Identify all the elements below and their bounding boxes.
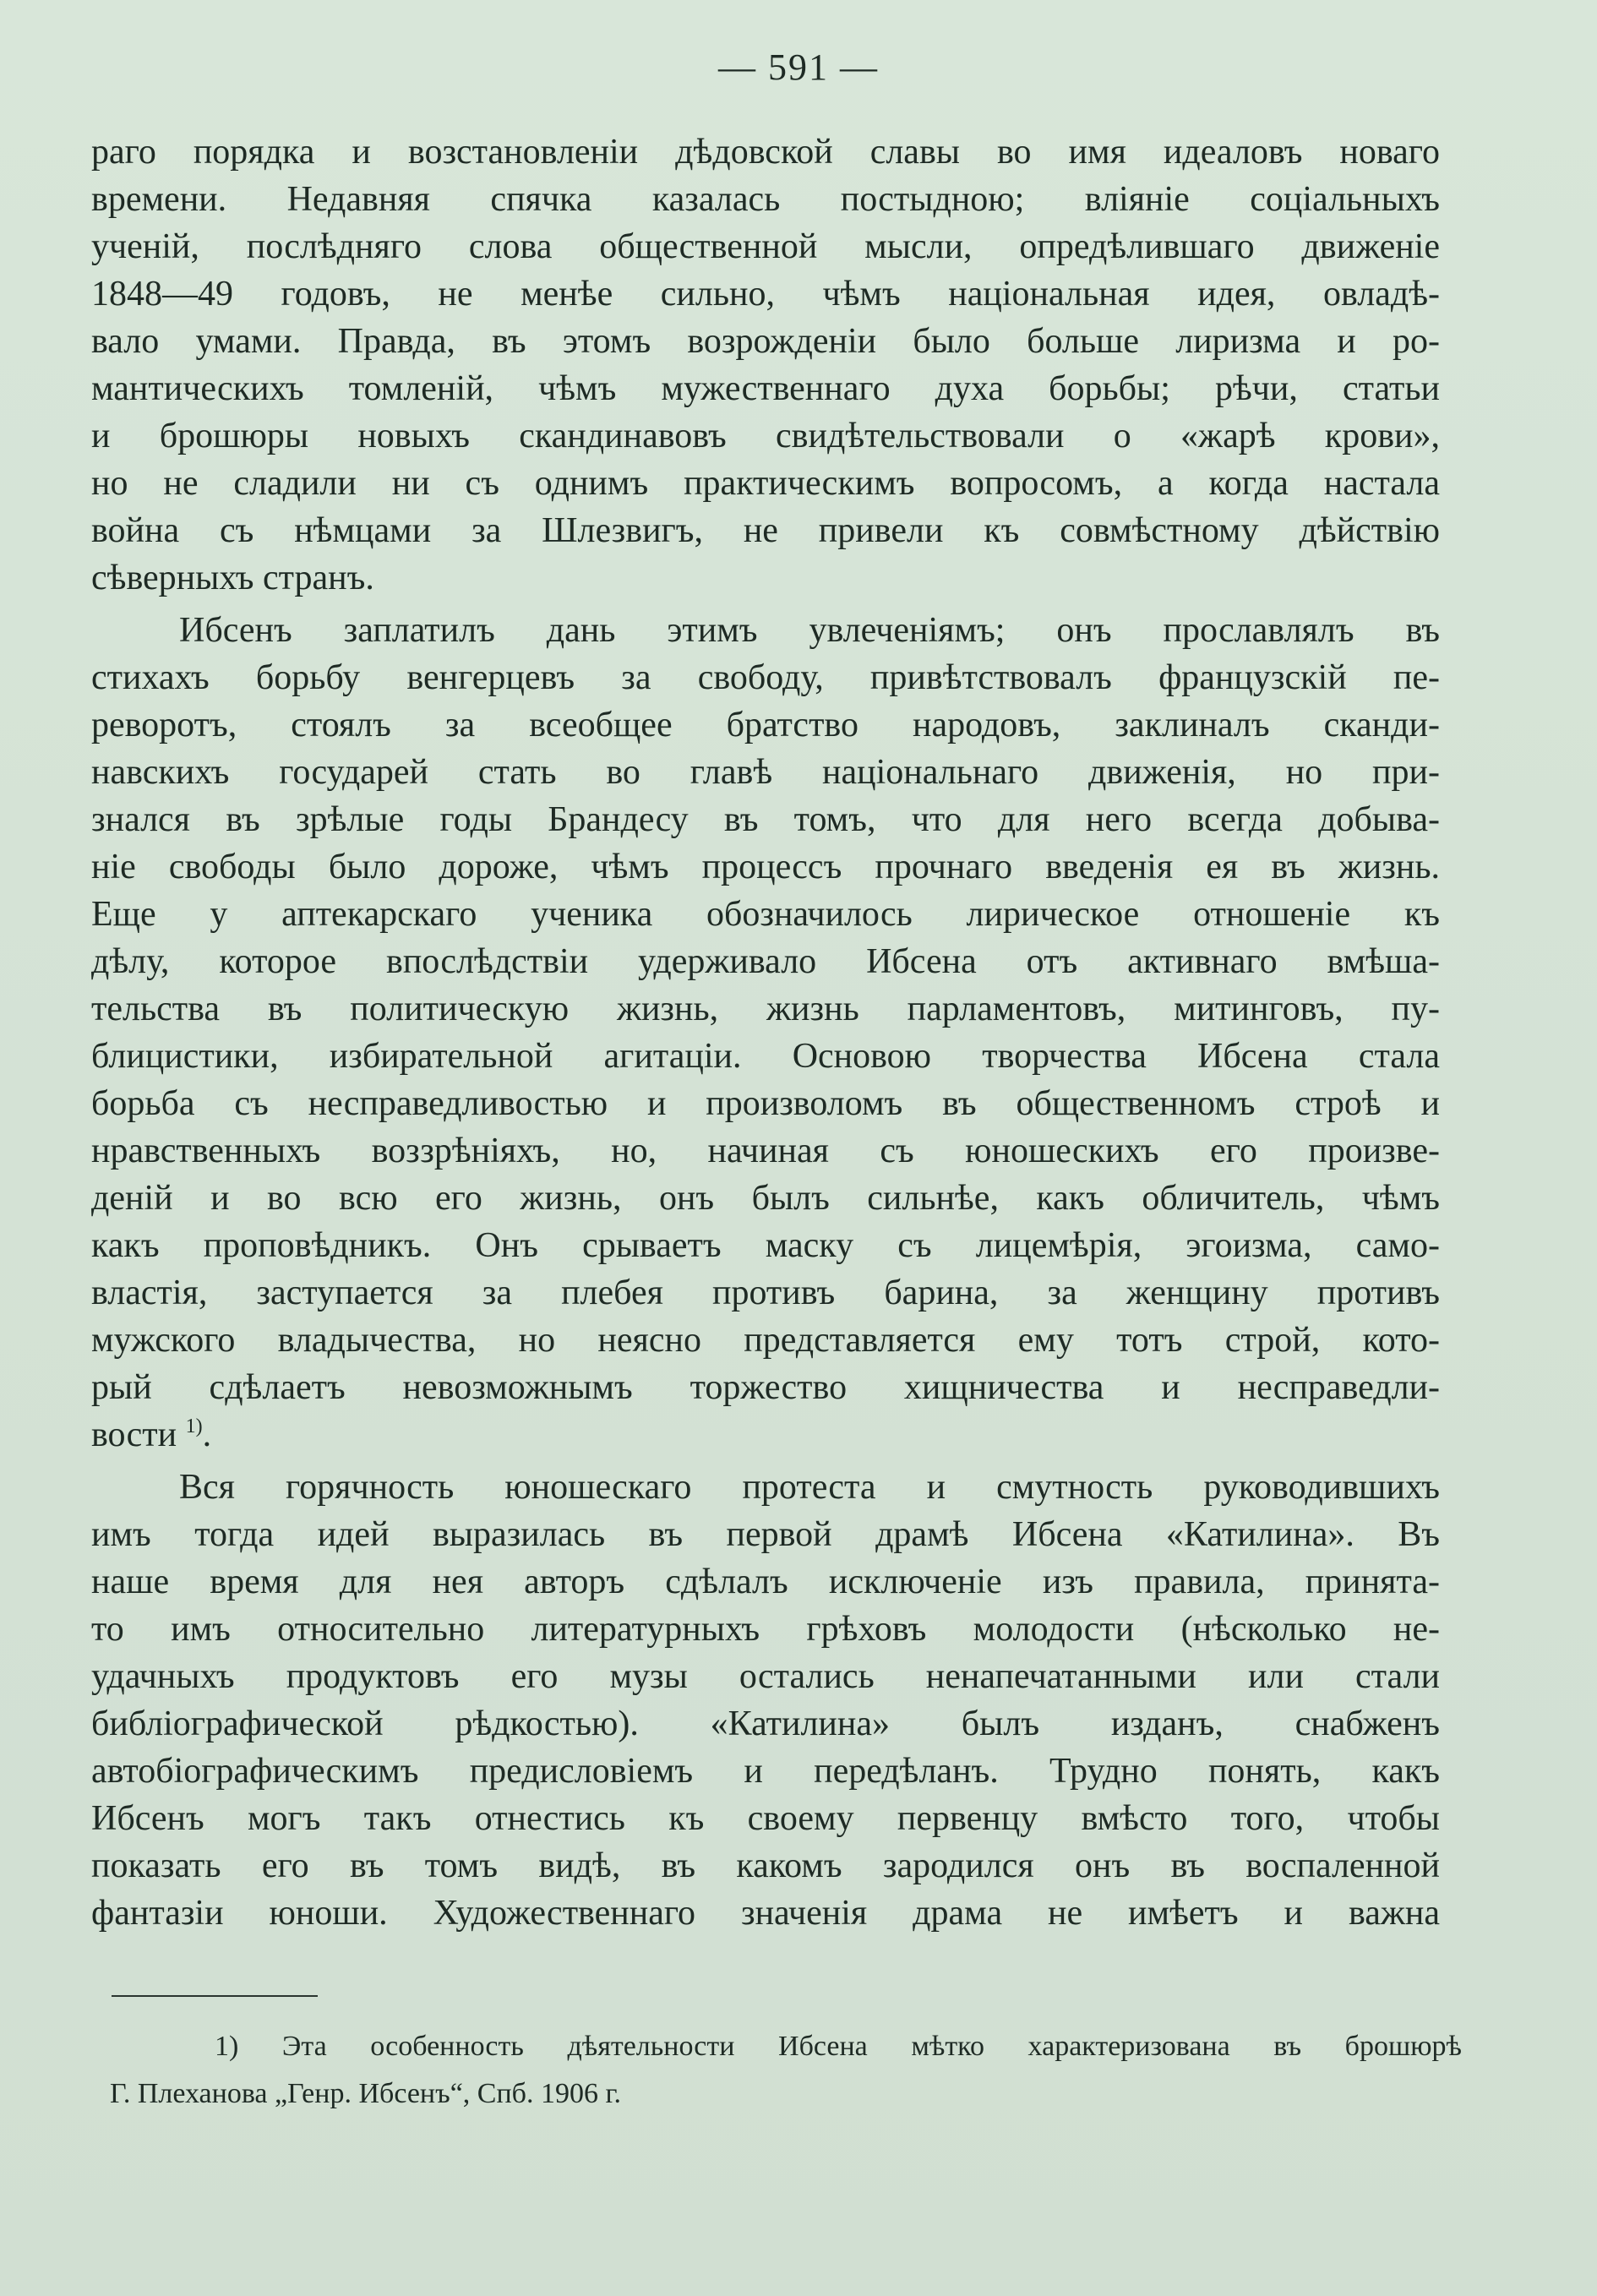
- text-line: удачныхъ продуктовъ его музы остались ненапечатанными или стали: [91, 1657, 1440, 1696]
- footnotes: [110, 2023, 1462, 2118]
- footnote-reference[interactable]: 1): [185, 1415, 203, 1437]
- text-line: война съ нѣмцами за Шлезвигъ, не привели къ совмѣстному дѣйствію: [91, 511, 1440, 550]
- text-line: стихахъ борьбу венгерцевъ за свободу, привѣтствовалъ французскій пе-: [91, 658, 1440, 697]
- text-line: знался въ зрѣлые годы Брандесу въ томъ, что для него всегда добыва-: [91, 800, 1440, 839]
- text-line: тельства въ политическую жизнь, жизнь парламентовъ, митинговъ, пу-: [91, 990, 1440, 1028]
- body-text: [91, 128, 1440, 1937]
- text-line: рый сдѣлаетъ невозможнымъ торжество хищничества и несправедли-: [91, 1368, 1440, 1407]
- footnote-text: Эта особенность дѣятельности Ибсена мѣтко характеризована въ брошюрѣ: [281, 2031, 1462, 2062]
- text-line: Ибсенъ могъ такъ отнестись къ своему первенцу вмѣсто того, чтобы: [91, 1799, 1440, 1838]
- text-line: автобіографическимъ предисловіемъ и передѣланъ. Трудно понять, какъ: [91, 1752, 1440, 1791]
- text-line: вости $^{1)}$.: [91, 1415, 212, 1454]
- text-line: но не сладили ни съ однимъ практическимъ вопросомъ, а когда настала: [91, 464, 1440, 503]
- text-line: 1848—49 годовъ, не менѣе сильно, чѣмъ національная идея, овладѣ-: [91, 275, 1440, 314]
- text-line: вало умами. Правда, въ этомъ возрожденіи было больше лиризма и ро-: [91, 322, 1440, 361]
- text-line: сѣверныхъ странъ.: [91, 559, 374, 597]
- text-line: фантазіи юноши. Художественнаго значенія драма не имѣетъ и важна: [91, 1894, 1440, 1933]
- text-line: библіографической рѣдкостью). «Катилина» былъ изданъ, снабженъ: [91, 1704, 1440, 1743]
- text-line: то имъ относительно литературныхъ грѣховъ молодости (нѣсколько не-: [91, 1610, 1440, 1649]
- page-number: — 591 —: [718, 46, 879, 88]
- text-line-content: вости: [91, 1415, 177, 1454]
- text-line: мантическихъ томленій, чѣмъ мужественнаго духа борьбы; рѣчи, статьи: [91, 369, 1440, 408]
- text-line: навскихъ государей стать во главѣ національнаго движенія, но при-: [91, 753, 1440, 792]
- text-line: борьба съ несправедливостью и произволомъ въ общественномъ строѣ и: [91, 1084, 1440, 1123]
- text-line: деній и во всю его жизнь, онъ былъ сильнѣе, какъ обличитель, чѣмъ: [91, 1179, 1440, 1218]
- paragraph: [91, 1464, 1440, 1937]
- text-line: ученій, послѣдняго слова общественной мысли, опредѣлившаго движеніе: [91, 227, 1440, 266]
- text-line: мужского владычества, но неясно представляется ему тотъ строй, кото-: [91, 1321, 1440, 1360]
- text-line: Вся горячность юношескаго протеста и смутность руководившихъ: [179, 1468, 1440, 1507]
- text-line: блицистики, избирательной агитаціи. Основою творчества Ибсена стала: [91, 1037, 1440, 1076]
- text-line: дѣлу, которое впослѣдствіи удерживало Ибсена отъ активнаго вмѣша-: [91, 942, 1440, 981]
- paragraph: [91, 128, 1440, 602]
- text-line: Еще у аптекарскаго ученика обозначилось лирическое отношеніе къ: [91, 895, 1440, 934]
- footnote-divider: [112, 1995, 318, 1997]
- text-line: показать его въ томъ видѣ, въ какомъ зародился онъ въ воспаленной: [91, 1846, 1440, 1885]
- text-line: реворотъ, стоялъ за всеобщее братство народовъ, заклиналъ сканди-: [91, 706, 1440, 744]
- text-line: Ибсенъ заплатилъ дань этимъ увлеченіямъ; онъ прославлялъ въ: [179, 611, 1440, 650]
- footnote-line: Г. Плеханова „Генр. Ибсенъ“, Спб. 1906 г.: [110, 2078, 622, 2109]
- text-line: имъ тогда идей выразилась въ первой драмѣ Ибсена «Катилина». Въ: [91, 1515, 1440, 1554]
- text-line: и брошюры новыхъ скандинавовъ свидѣтельствовали о «жарѣ крови»,: [91, 417, 1440, 455]
- text-line: властія, заступается за плебея противъ барина, за женщину противъ: [91, 1273, 1440, 1312]
- text-line: нравственныхъ воззрѣніяхъ, но, начиная съ юношескихъ его произве-: [91, 1132, 1440, 1170]
- paragraph: [91, 607, 1440, 1459]
- footnote-marker: 1): [215, 2031, 239, 2062]
- text-line: какъ проповѣдникъ. Онъ срываетъ маску съ лицемѣрія, эгоизма, само-: [91, 1226, 1440, 1265]
- text-line: наше время для нея авторъ сдѣлалъ исключеніе изъ правила, принята-: [91, 1562, 1440, 1601]
- text-line: раго порядка и возстановленіи дѣдовской славы во имя идеаловъ новаго: [91, 133, 1440, 172]
- text-line: времени. Недавняя спячка казалась постыдною; вліяніе соціальныхъ: [91, 180, 1440, 219]
- text-line: ніе свободы было дороже, чѣмъ процессъ прочнаго введенія ея въ жизнь.: [91, 848, 1440, 886]
- footnote-line: [110, 2023, 1462, 2070]
